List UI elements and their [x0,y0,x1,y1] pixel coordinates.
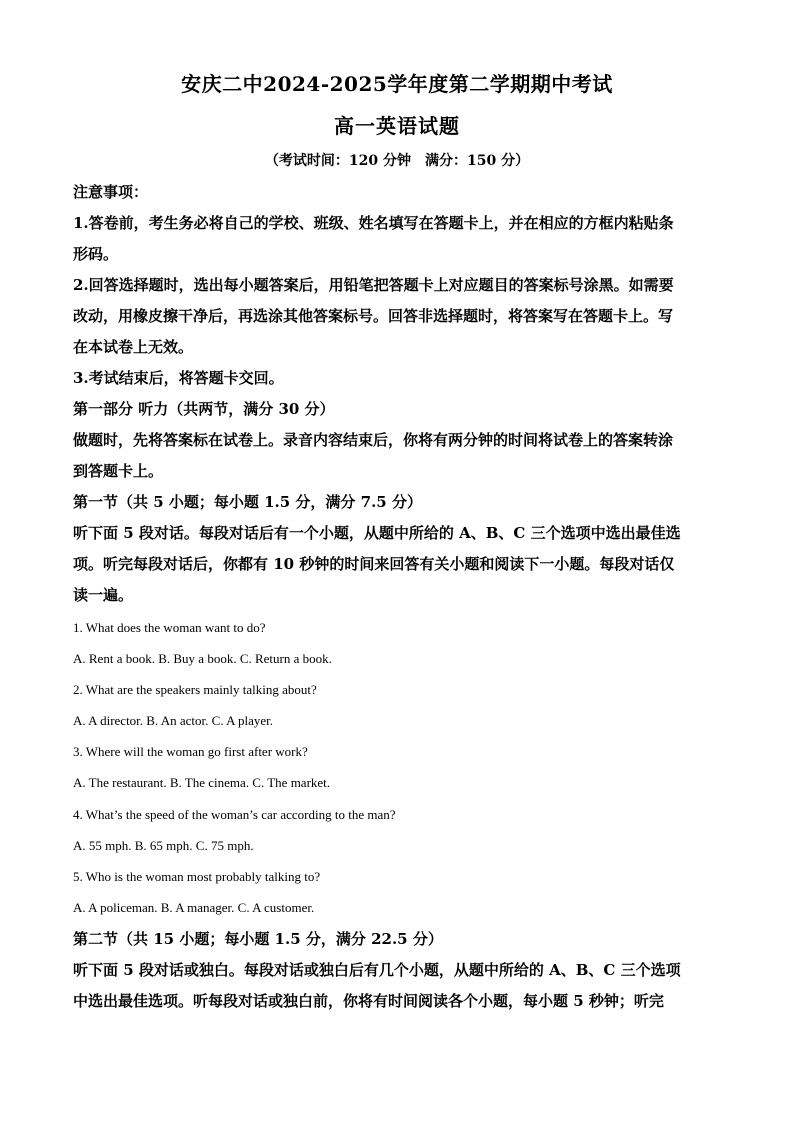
question-3: 3. Where will the woman go first after work? [73,744,308,759]
part1-intro-line-1: 做题时，先将答案标在试卷上。录音内容结束后，你将有两分钟的时间将试卷上的答案转涂 [73,431,674,449]
section1-instr-line-3: 读一遍。 [73,586,134,604]
question-2-options: A. A director. B. An actor. C. A player. [73,713,274,728]
exam-title: 安庆二中2024-2025学年度第二学期期中考试 [181,72,613,96]
question-1: 1. What does the woman want to do? [73,620,266,635]
section1-heading: 第一节（共 5 小题；每小题 1.5 分，满分 7.5 分） [73,493,422,511]
question-2: 2. What are the speakers mainly talking about? [73,682,317,697]
notice-item-3: 3.考试结束后，将答题卡交回。 [73,369,284,387]
question-3-options: A. The restaurant. B. The cinema. C. The market. [73,775,331,790]
section2-instr-line-2: 中选出最佳选项。听每段对话或独白前，你将有时间阅读各个小题，每小题 5 秒钟；听完 [73,992,664,1010]
section2-heading: 第二节（共 15 小题；每小题 1.5 分，满分 22.5 分） [73,930,443,948]
notice-item-2-line-2: 改动，用橡皮擦干净后，再选涂其他答案标号。回答非选择题时，将答案写在答题卡上。写 [73,307,674,325]
question-5: 5. Who is the woman most probably talking to? [73,869,321,884]
question-1-options: A. Rent a book. B. Buy a book. C. Return a book. [73,651,332,666]
section1-instr-line-2: 项。听完每段对话后，你都有 10 秒钟的时间来回答有关小题和阅读下一小题。每段对话仅 [73,555,675,573]
notice-item-2-line-3: 在本试卷上无效。 [73,338,194,356]
question-4: 4. What’s the speed of the woman’s car according to the man? [73,807,396,822]
part1-intro-line-2: 到答题卡上。 [73,462,164,480]
section1-instr-line-1: 听下面 5 段对话。每段对话后有一个小题，从题中所给的 A、B、C 三个选项中选出最佳选 [73,524,681,542]
notice-heading: 注意事项： [73,183,149,201]
section2-instr-line-1: 听下面 5 段对话或独白。每段对话或独白后有几个小题，从题中所给的 A、B、C 三个选项 [73,961,681,979]
notice-item-1-line-1: 1.答卷前，考生务必将自己的学校、班级、姓名填写在答题卡上，并在相应的方框内粘贴条 [73,214,674,232]
exam-subtitle: 高一英语试题 [334,114,460,138]
question-5-options: A. A policeman. B. A manager. C. A customer. [73,900,315,915]
notice-item-1-line-2: 形码。 [73,245,119,263]
exam-meta: （考试时间：120 分钟 满分：150 分） [264,153,530,169]
part1-heading: 第一部分 听力（共两节，满分 30 分） [73,400,335,418]
notice-item-2-line-1: 2.回答选择题时，选出每小题答案后，用铅笔把答题卡上对应题目的答案标号涂黑。如需要 [73,276,674,294]
question-4-options: A. 55 mph. B. 65 mph. C. 75 mph. [73,838,254,853]
